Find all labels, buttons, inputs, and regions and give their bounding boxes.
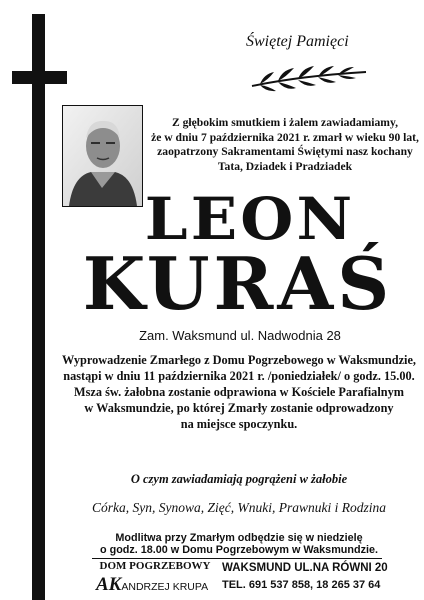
deceased-last-name: KURAŚ (82, 241, 394, 326)
mourners-title: O czym zawiadamiają pogrążeni w żałobie (130, 472, 348, 486)
prayer-line: o godz. 18.00 w Domu Pogrzebowym w Waksmundzie. (100, 544, 378, 556)
announcement-text (150, 116, 420, 174)
announcement-line: zaopatrzony Sakramentami Świętymi nasz kochany (157, 145, 413, 159)
company-owner-logo (96, 574, 214, 596)
announcement-line: Z głębokim smutkiem i żalem zawiadamiamy, (171, 116, 399, 129)
cross-vertical-beam (32, 14, 45, 600)
funeral-line: w Waksmundzie, po której Zmarły zostanie odprowadzony (84, 401, 394, 415)
funeral-details (58, 352, 420, 432)
prayer-line: Modlitwa przy Zmarłym odbędzie się w niedzielę (115, 532, 363, 544)
cross-horizontal-beam (12, 71, 67, 84)
palm-branch-icon (250, 64, 368, 94)
funeral-line: na miejsce spoczynku. (180, 417, 298, 431)
funeral-line: Wyprowadzenie Zmarłego z Domu Pogrzebowego w Waksmundzie, (62, 353, 416, 367)
company-logo-letters: AK (96, 574, 122, 595)
company-name: DOM POGRZEBOWY (99, 560, 211, 572)
company-address: WAKSMUND UL.NA RÓWNI 20 (222, 562, 388, 574)
deceased-first-name: LEON (144, 185, 356, 253)
prayer-info (58, 532, 420, 556)
funeral-line: nastąpi w dniu 11 października 2021 r. /poniedziałek/ o godz. 15.00. (63, 369, 415, 383)
announcement-line: Tata, Dziadek i Pradziadek (217, 159, 353, 173)
dedication-text: Świętej Pamięci (246, 33, 349, 50)
funeral-line: Msza św. żałobna zostanie odprawiona w Kościele Parafialnym (74, 385, 404, 399)
company-phone: TEL. 691 537 858, 18 265 37 64 (222, 579, 381, 591)
footer-divider (92, 558, 382, 559)
announcement-line: że w dniu 7 października 2021 r. zmarł w wieku 90 lat, (151, 130, 419, 144)
mourners-names: Córka, Syn, Synowa, Zięć, Wnuki, Prawnuki i Rodzina (92, 500, 386, 515)
company-owner: ANDRZEJ KRUPA (121, 581, 209, 593)
deceased-address: Zam. Waksmund ul. Nadwodnia 28 (139, 328, 341, 343)
